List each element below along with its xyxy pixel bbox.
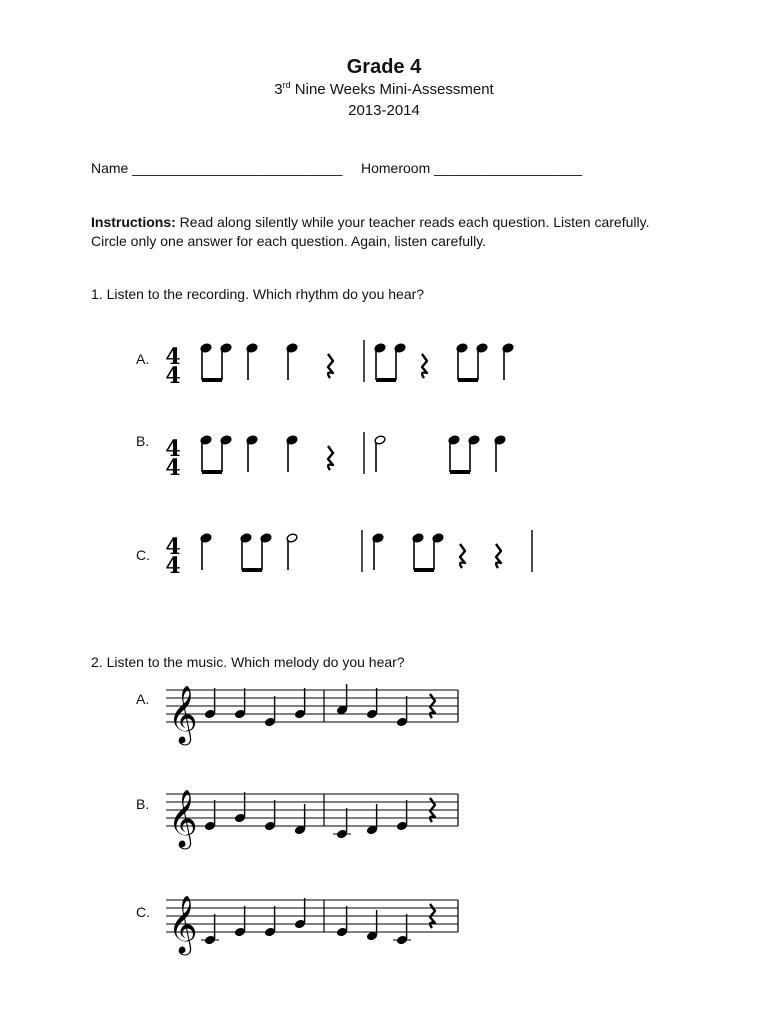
name-field[interactable]: Name ___________________________ [91, 160, 343, 176]
q2-option-a-label[interactable]: A. [136, 691, 150, 707]
time-signature-bottom: 4 [165, 363, 181, 389]
time-signature-top: 4 [165, 534, 181, 560]
quarter-rest-icon [328, 446, 333, 470]
q1-option-c-label[interactable]: C. [136, 547, 150, 563]
quarter-rest-icon [460, 544, 465, 568]
time-signature-top: 4 [165, 436, 181, 462]
subtitle-suffix: rd [282, 80, 291, 90]
instructions-label: Instructions: [91, 214, 176, 230]
subtitle-rest: Nine Weeks Mini-Assessment [290, 81, 494, 98]
question-1-prompt: 1. Listen to the recording. Which rhythm do you hear? [91, 286, 425, 302]
time-signature-bottom: 4 [165, 553, 181, 579]
page-subtitle [0, 80, 768, 98]
quarter-rest-icon [496, 544, 501, 568]
homeroom-field[interactable]: Homeroom ___________________ [361, 160, 583, 176]
q1-option-a-rhythm[interactable] [160, 336, 560, 396]
instructions-text: Read along silently while your teacher reads each question. Listen carefully. Circle only one answer for each question. Again, listen carefully. [91, 214, 650, 249]
instructions [91, 213, 651, 251]
q2-option-b-melody[interactable] [160, 778, 470, 848]
q2-option-b-label[interactable]: B. [136, 796, 150, 812]
q1-option-b-label[interactable]: B. [136, 433, 150, 449]
school-year: 2013-2014 [348, 102, 420, 119]
q1-option-b-rhythm[interactable] [160, 428, 560, 488]
q1-option-c-rhythm[interactable] [160, 526, 560, 586]
treble-clef-icon: 𝄞 [168, 895, 198, 953]
q2-option-c-melody[interactable] [160, 884, 470, 954]
q2-option-a-melody[interactable] [160, 674, 470, 744]
page-title: Grade 4 [346, 56, 422, 78]
quarter-rest-icon [328, 354, 333, 378]
time-signature-top: 4 [165, 344, 181, 370]
treble-clef-icon: 𝄞 [168, 789, 198, 847]
q2-option-c-label[interactable]: C. [136, 904, 150, 920]
treble-clef-icon: 𝄞 [168, 685, 198, 743]
question-2-prompt: 2. Listen to the music. Which melody do you hear? [91, 654, 405, 670]
quarter-rest-icon [422, 354, 427, 378]
time-signature-bottom: 4 [165, 455, 181, 481]
subtitle-ordinal: 3 [274, 81, 283, 98]
q1-option-a-label[interactable]: A. [136, 351, 150, 367]
